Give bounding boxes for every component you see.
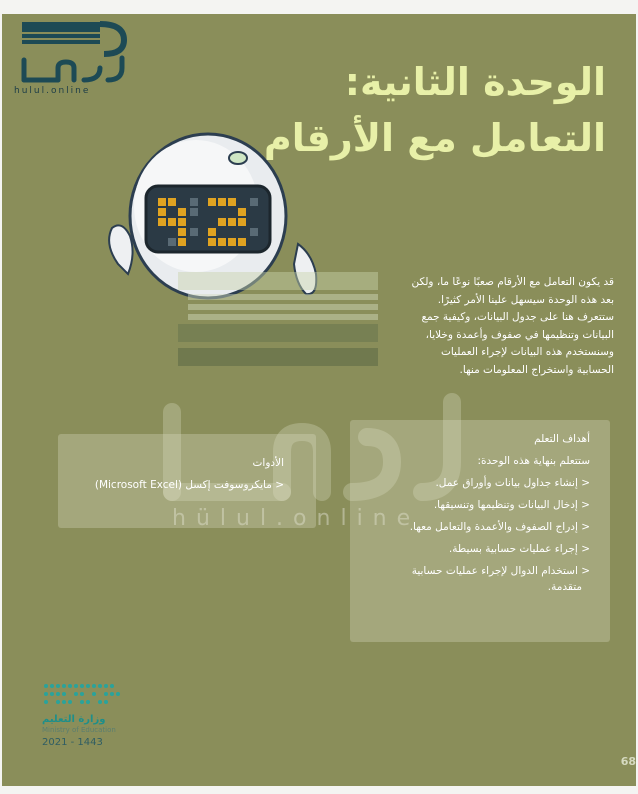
unit-title-line1: الوحدة الثانية: <box>344 60 606 104</box>
goal-item: < إجراء عمليات حسابية بسيطة. <box>448 543 590 555</box>
ministry-year: 2021 - 1443 <box>42 737 103 748</box>
intro-line: بعد هذه الوحدة سيسهل علينا الأمر كثيرًا. <box>437 293 614 306</box>
goal-item: < إدخال البيانات وتنظيمها وتنسيقها. <box>433 499 590 511</box>
tool-item: < مايكروسوفت إكسل (Microsoft Excel) <box>94 479 284 491</box>
intro-line: البيانات وتنظيمها في صفوف وأعمدة وخلايا، <box>425 328 614 341</box>
learning-goals-panel <box>350 420 610 642</box>
tools-heading: الأدوات <box>252 457 284 469</box>
hulul-logo <box>12 20 132 92</box>
goals-intro: ستتعلم بنهاية هذه الوحدة: <box>477 455 590 467</box>
hulul-site: hulul.online <box>14 86 91 96</box>
unit-title-line2: التعامل مع الأرقام <box>263 116 606 160</box>
ministry-sub: Ministry of Education <box>42 726 116 734</box>
tools-panel <box>58 434 316 528</box>
ministry-name: وزارة التعليم <box>42 714 106 725</box>
goal-item: < إدراج الصفوف والأعمدة والتعامل معها. <box>409 521 590 533</box>
ministry-emblem-icon <box>42 682 122 710</box>
goal-item: متقدمة. <box>547 581 582 593</box>
goal-item: < إنشاء جداول بيانات وأوراق عمل. <box>435 477 590 489</box>
intro-line: الحسابية واستخراج المعلومات منها. <box>459 363 614 376</box>
intro-paragraph <box>344 274 614 379</box>
watermark-site: hülul.online <box>172 506 421 531</box>
goals-heading: أهداف التعلم <box>534 433 590 445</box>
page <box>2 14 636 786</box>
intro-line: قد يكون التعامل مع الأرقام صعبًا نوعًا ما، ولكن <box>411 276 614 288</box>
ministry-logo <box>42 682 172 748</box>
intro-line: ستتعرف هنا على جدول البيانات، وكيفية جمع <box>421 311 614 323</box>
page-number: 68 <box>620 755 636 768</box>
intro-line: وسنستخدم هذه البيانات لإجراء العمليات <box>440 346 614 358</box>
goal-item: < استخدام الدوال لإجراء عمليات حسابية <box>411 565 590 577</box>
